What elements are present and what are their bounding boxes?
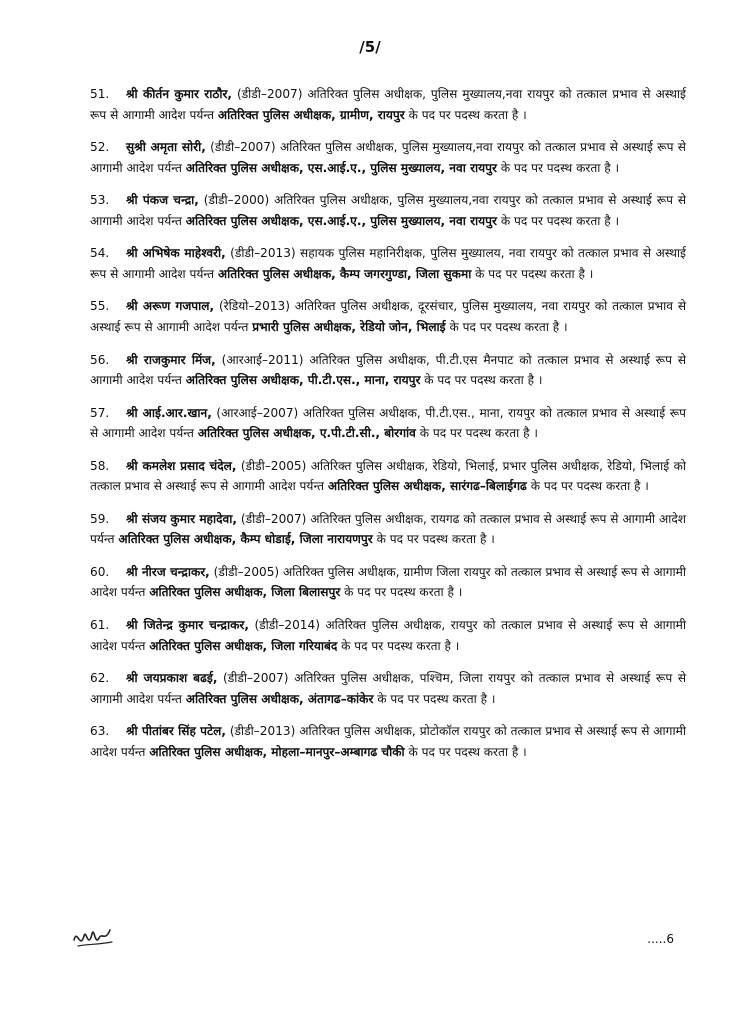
entry-tail: के पद पर पदस्थ करता है । — [372, 532, 495, 547]
entry-number: 52. — [90, 140, 110, 155]
entry-number: 60. — [90, 564, 110, 579]
officer-name: श्री कमलेश प्रसाद चंदेल, — [126, 458, 237, 473]
order-entry — [90, 509, 686, 550]
entry-tail: के पद पर पदस्थ करता है । — [340, 585, 463, 600]
order-entry — [90, 668, 686, 709]
entry-text: (डीडी–2007) अतिरिक्त पुलिस अधीक्षक, पुलिस मुख्यालय,नवा रायपुर को तत्काल प्रभाव से अस्थाई रूप से आगामी आदेश पर्यन्त — [90, 140, 686, 175]
entry-tail: के पद पर पदस्थ करता है । — [471, 266, 594, 281]
entry-number: 57. — [90, 405, 110, 420]
entry-number: 51. — [90, 87, 110, 102]
new-posting: अतिरिक्त पुलिस अधीक्षक, मोहला–मानपुर–अम्बागढ चौकी — [149, 744, 405, 759]
entry-number: 59. — [90, 511, 110, 526]
order-entry — [90, 721, 686, 762]
order-entry — [90, 456, 686, 497]
new-posting: अतिरिक्त पुलिस अधीक्षक, सारंगढ–बिलाईगढ — [327, 479, 527, 494]
entry-tail: के पद पर पदस्थ करता है । — [497, 213, 620, 228]
new-posting: अतिरिक्त पुलिस अधीक्षक, एस.आई.ए., पुलिस मुख्यालय, नवा रायपुर — [185, 213, 497, 228]
new-posting: अतिरिक्त पुलिस अधीक्षक, ए.पी.टी.सी., बोरगांव — [197, 426, 416, 441]
officer-name: श्री पंकज चन्द्रा, — [126, 193, 199, 208]
order-entry — [90, 137, 686, 178]
entry-tail: के पद पर पदस्थ करता है । — [337, 638, 460, 653]
entry-tail: के पद पर पदस्थ करता है । — [420, 373, 543, 388]
officer-name: श्री जितेन्द्र कुमार चन्द्राकर, — [126, 618, 249, 633]
entry-number: 58. — [90, 458, 110, 473]
page-number: /5/ — [359, 38, 381, 56]
entry-text: (डीडी–2000) अतिरिक्त पुलिस अधीक्षक, पुलिस मुख्यालय,नवा रायपुर को तत्काल प्रभाव से अस्थाई रूप से आगामी आदेश पर्यन्त — [90, 193, 687, 228]
entry-tail: के पद पर पदस्थ करता है । — [404, 107, 527, 122]
order-entry — [90, 296, 686, 337]
order-entry — [90, 615, 686, 656]
officer-name: श्री अरूण गजपाल, — [126, 299, 215, 314]
entry-text: (डीडी–2013) सहायक पुलिस महानिरीक्षक, पुलिस मुख्यालय, नवा रायपुर को तत्काल प्रभाव से अस्थाई रूप से आगामी आदेश पर्यन्त — [90, 246, 686, 281]
entry-text: (डीडी–2007) अतिरिक्त पुलिस अधीक्षक, पश्चिम, जिला रायपुर को तत्काल प्रभाव से अस्थाई रूप से आगामी आदेश पर्यन्त — [90, 671, 686, 706]
entry-number: 54. — [90, 246, 110, 261]
officer-name: श्री जयप्रकाश बढई, — [126, 671, 218, 686]
entry-number: 53. — [90, 193, 110, 208]
entry-number: 61. — [90, 618, 110, 633]
new-posting: अतिरिक्त पुलिस अधीक्षक, ग्रामीण, रायपुर — [217, 107, 405, 122]
officer-name: श्री अभिषेक माहेश्वरी, — [126, 246, 226, 261]
entry-text: (डीडी–2013) अतिरिक्त पुलिस अधीक्षक, प्रोटोकॉल रायपुर को तत्काल प्रभाव से अस्थाई रूप से आगामी आदेश पर्यन्त — [90, 724, 686, 759]
new-posting: अतिरिक्त पुलिस अधीक्षक, कैम्प जगरगुण्डा, जिला सुकमा — [217, 266, 472, 281]
order-entries — [90, 72, 686, 772]
order-entry — [90, 243, 686, 284]
order-entry — [90, 562, 686, 603]
entry-text: (डीडी–2007) अतिरिक्त पुलिस अधीक्षक, पुलिस मुख्यालय,नवा रायपुर को तत्काल प्रभाव से अस्थाई रूप से आगामी आदेश पर्यन्त — [90, 87, 686, 122]
officer-name: श्री कीर्तन कुमार राठौर, — [126, 87, 233, 102]
entry-tail: के पद पर पदस्थ करता है । — [373, 691, 496, 706]
continuation-marker: .....6 — [647, 932, 674, 946]
order-entry — [90, 190, 686, 231]
entry-text: (आरआई–2007) अतिरिक्त पुलिस अधीक्षक, पी.टी.एस., माना, रायपुर को तत्काल प्रभाव से अस्थाई रूप से आगामी आदेश पर्यन्त — [90, 405, 686, 441]
entry-text: (डीडी–2005) अतिरिक्त पुलिस अधीक्षक, ग्रामीण जिला रायपुर को तत्काल प्रभाव से अस्थाई रूप से आगामी आदेश पर्यन्त — [90, 564, 686, 600]
entry-number: 62. — [90, 671, 110, 686]
entry-tail: के पद पर पदस्थ करता है । — [526, 479, 649, 494]
entry-tail: के पद पर पदस्थ करता है । — [445, 319, 568, 334]
new-posting: अतिरिक्त पुलिस अधीक्षक, एस.आई.ए., पुलिस मुख्यालय, नवा रायपुर — [185, 160, 497, 175]
new-posting: अतिरिक्त पुलिस अधीक्षक, जिला गरियाबंद — [149, 638, 338, 653]
new-posting: अतिरिक्त पुलिस अधीक्षक, पी.टी.एस., माना, रायपुर — [185, 373, 421, 388]
officer-name: श्री संजय कुमार महादेवा, — [126, 511, 237, 526]
entry-text: (डीडी–2007) अतिरिक्त पुलिस अधीक्षक, रायगढ को तत्काल प्रभाव से अस्थाई रूप से आगामी आदेश पर्यन्त — [90, 511, 686, 547]
entry-text: (रेडियो–2013) अतिरिक्त पुलिस अधीक्षक, दूरसंचार, पुलिस मुख्यालय, नवा रायपुर को तत्काल प्रभाव से अस्थाई रूप से आगामी आदेश पर्यन्त — [90, 299, 687, 334]
officer-name: श्री राजकुमार मिंज, — [126, 352, 216, 367]
entry-number: 63. — [90, 724, 110, 739]
entry-tail: के पद पर पदस्थ करता है । — [497, 160, 620, 175]
new-posting: प्रभारी पुलिस अधीक्षक, रेडियो जोन, भिलाई — [252, 319, 446, 334]
entry-tail: के पद पर पदस्थ करता है । — [415, 426, 538, 441]
order-entry — [90, 84, 686, 125]
officer-name: श्री पीतांबर सिंह पटेल, — [126, 724, 226, 739]
officer-name: सुश्री अमृता सोरी, — [126, 140, 206, 155]
order-entry — [90, 350, 686, 391]
new-posting: अतिरिक्त पुलिस अधीक्षक, कैम्प धोडाई, जिला नारायणपुर — [118, 532, 373, 547]
entry-number: 56. — [90, 352, 110, 367]
entry-tail: के पद पर पदस्थ करता है । — [404, 744, 527, 759]
officer-name: श्री नीरज चन्द्राकर, — [126, 564, 210, 579]
signature-mark — [72, 920, 116, 954]
officer-name: श्री आई.आर.खान, — [126, 405, 212, 420]
entry-text: (डीडी–2014) अतिरिक्त पुलिस अधीक्षक, रायपुर को तत्काल प्रभाव से अस्थाई रूप से आगामी आदेश पर्यन्त — [90, 618, 686, 653]
entry-number: 55. — [90, 299, 110, 314]
new-posting: अतिरिक्त पुलिस अधीक्षक, अंतागढ–कांकेर — [185, 691, 374, 706]
entry-text: (आरआई–2011) अतिरिक्त पुलिस अधीक्षक, पी.टी.एस मैनपाट को तत्काल प्रभाव से अस्थाई रूप से आगामी आदेश पर्यन्त — [90, 352, 686, 388]
new-posting: अतिरिक्त पुलिस अधीक्षक, जिला बिलासपुर — [149, 585, 341, 600]
order-entry — [90, 403, 686, 444]
entry-text: (डीडी–2005) अतिरिक्त पुलिस अधीक्षक, रेडियो, भिलाई, प्रभार पुलिस अधीक्षक, रेडियो, भिलाई को तत्काल प्रभाव से अस्थाई रूप से आगामी आदेश पर्यन्त — [90, 458, 686, 494]
